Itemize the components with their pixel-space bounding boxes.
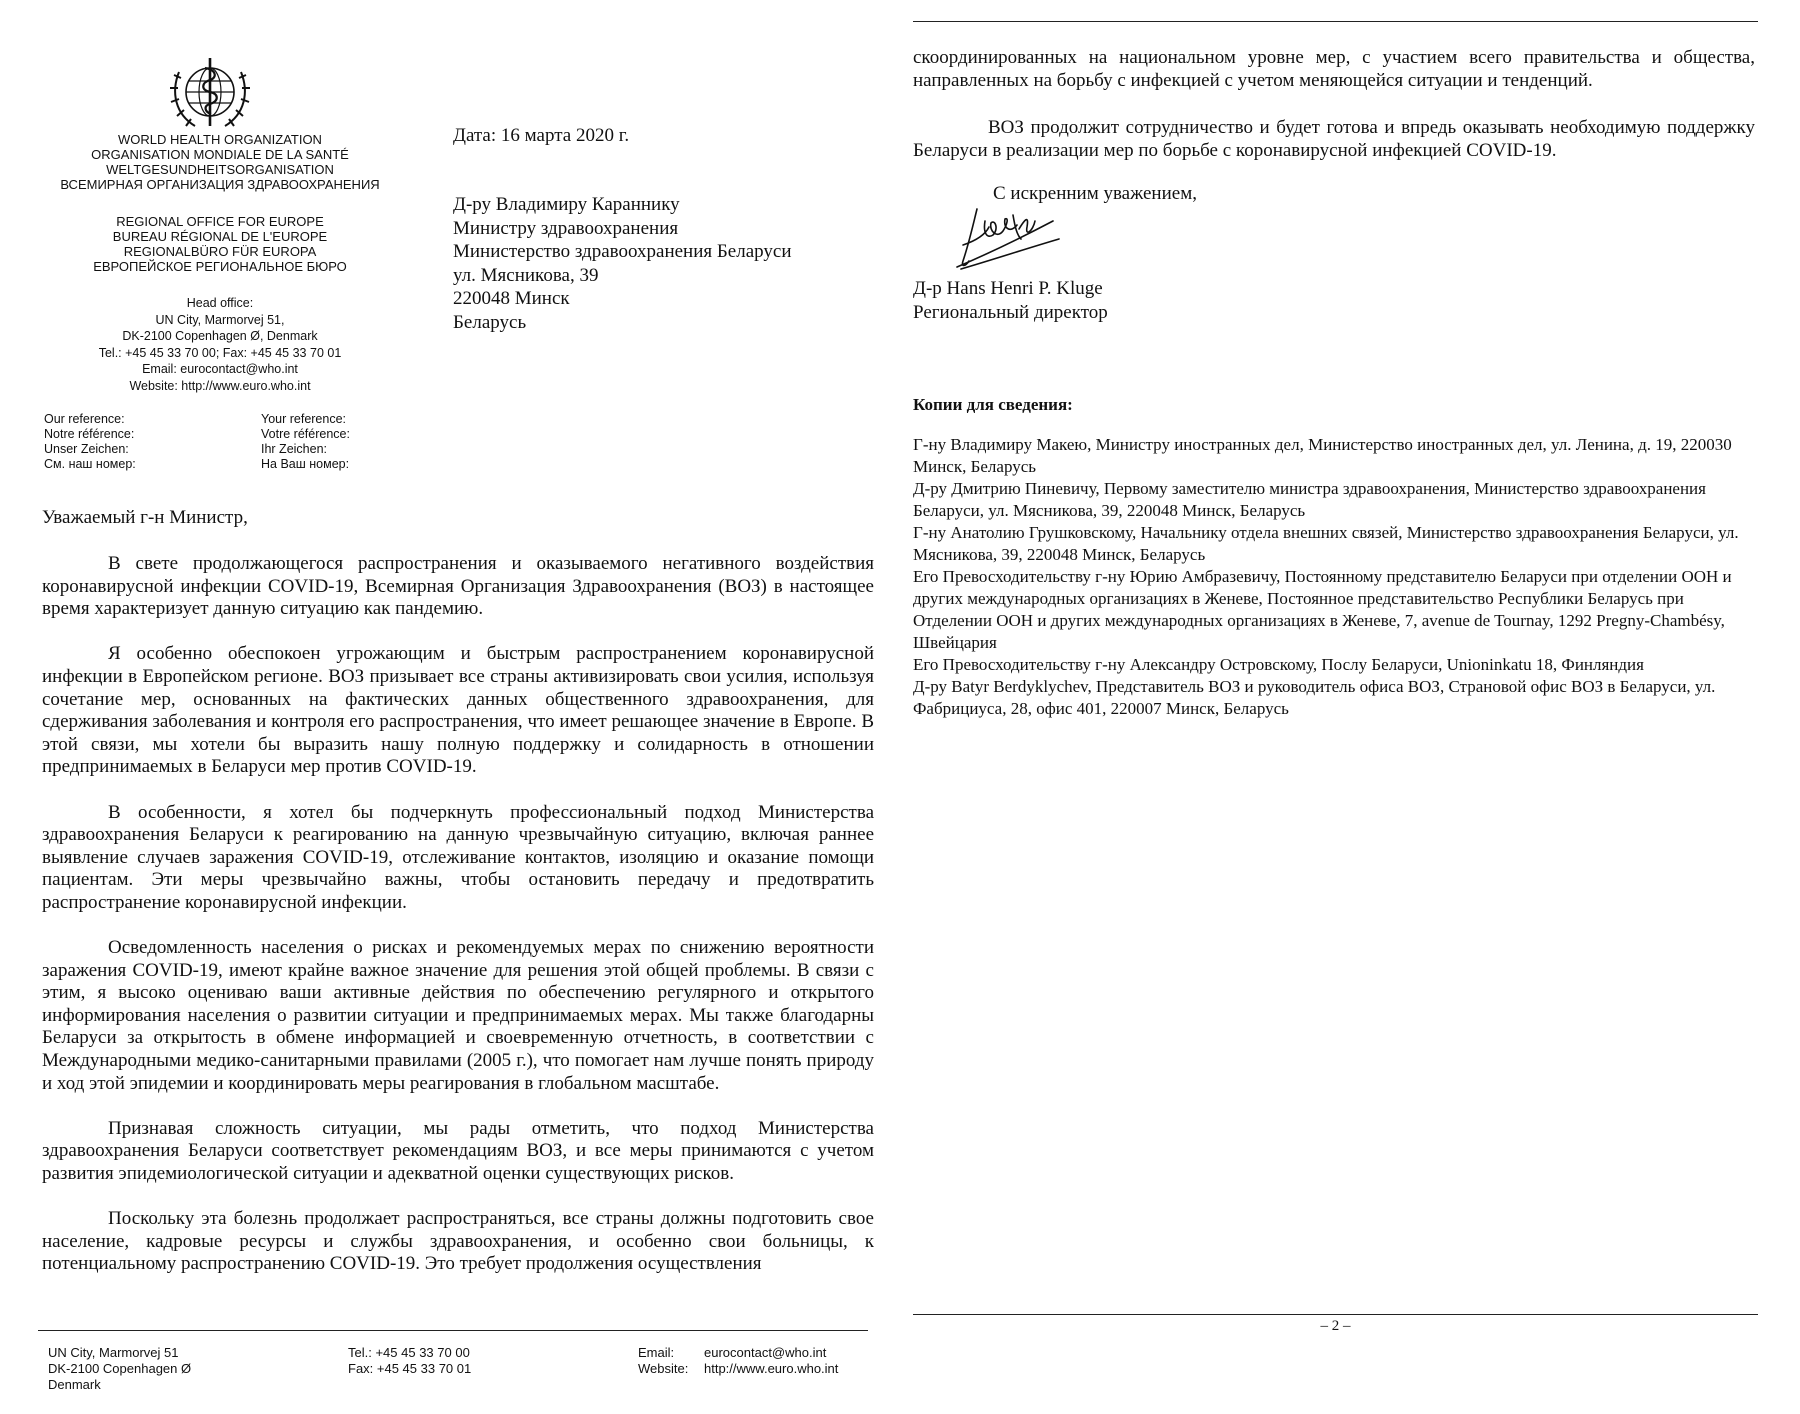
our-reference-ru: См. наш номер: xyxy=(44,457,136,471)
footer-address xyxy=(48,1345,191,1393)
head-office-email: Email: eurocontact@who.int xyxy=(142,362,298,376)
addressee-name: Д-ру Владимиру Караннику xyxy=(453,194,680,215)
copies-heading: Копии для сведения: xyxy=(913,395,1073,414)
body-paragraph: В свете продолжающегося распространения и оказываемого негативного воздействия коронавирусной инфекции COVID-19, Всемирная Организация Здравоохранения (ВОЗ) в настоящее время характеризует данную ситуацию как пандемию. xyxy=(42,553,874,620)
signature-image xyxy=(955,205,1070,275)
salutation: Уважаемый г-н Министр, xyxy=(42,507,248,528)
your-reference-fr: Votre référence: xyxy=(261,427,350,441)
your-reference-block xyxy=(261,412,350,472)
footer-address-line: Denmark xyxy=(48,1377,101,1392)
org-name-fr: ORGANISATION MONDIALE DE LA SANTÉ xyxy=(91,147,349,162)
page2-bottom-divider xyxy=(913,1314,1758,1315)
footer-website-row xyxy=(638,1361,838,1377)
copy-recipient: Г-ну Анатолию Грушковскому, Начальнику отдела внешних связей, Министерство здравоохранения Беларуси, ул. Мясникова, 39, 220048 Минск, Беларусь xyxy=(913,523,1739,564)
our-reference-en: Our reference: xyxy=(44,412,125,426)
addressee-street: ул. Мясникова, 39 xyxy=(453,264,599,286)
copy-recipient: Д-ру Дмитрию Пиневичу, Первому заместителю министра здравоохранения, Министерство здравоохранения Беларуси, ул. Мясникова, 39, 220048 Минск, Беларусь xyxy=(913,479,1706,520)
regional-office-de: REGIONALBÜRO FÜR EUROPA xyxy=(123,244,317,259)
org-name-ru: ВСЕМИРНАЯ ОРГАНИЗАЦИЯ ЗДРАВООХРАНЕНИЯ xyxy=(60,177,380,192)
footer-website: http://www.euro.who.int xyxy=(704,1361,839,1376)
head-office-label: Head office: xyxy=(186,296,254,310)
letter-date: Дата: 16 марта 2020 г. xyxy=(453,125,630,146)
body-paragraph: Я особенно обеспокоен угрожающим и быстрым распространением коронавирусной инфекции в Европейском регионе. ВОЗ призывает все страны активизировать свои усилия, используя сочетание мер, основанных на фактических данных общественного здравоохранения, для сдерживания заболевания и контроля его распространения, что имеет решающее значение в Европе. В этой связи, мы хотели бы выразить нашу полную поддержку и солидарность в отношении предпринимаемых в Беларуси мер против COVID-19. xyxy=(42,643,874,778)
head-office-street: UN City, Marmorvej 51, xyxy=(155,312,285,327)
signer-name: Д-р Hans Henri P. Kluge xyxy=(913,278,1103,299)
head-office-block xyxy=(30,295,410,394)
letter-body-page1 xyxy=(42,553,874,1299)
head-office-city: DK-2100 Copenhagen Ø, Denmark xyxy=(122,329,318,343)
footer-email-row xyxy=(638,1345,838,1361)
org-name-de: WELTGESUNDHEITSORGANISATION xyxy=(106,162,334,177)
copy-recipient: Его Превосходительству г-ну Юрию Амбразевичу, Постоянному представителю Беларуси при отделении ООН и других международных организациях в Женеве, Постоянное представительство Республики Беларусь при Отделении ООН и других международных организациях в Женеве, 7, avenue de Tournay, 1292 Pregny-Chambésy, Швейцария xyxy=(913,567,1732,652)
regional-office-fr: BUREAU RÉGIONAL DE L'EUROPE xyxy=(112,229,328,244)
who-logo xyxy=(165,48,255,132)
head-office-website: Website: http://www.euro.who.int xyxy=(129,378,311,393)
body-paragraph: В особенности, я хотел бы подчеркнуть профессиональный подход Министерства здравоохранения Беларуси к реагированию на данную чрезвычайную ситуацию, включая раннее выявление случаев заражения COVID-19, отслеживание контактов, изоляцию и оказание помощи пациентам. Эти меры чрезвычайно важны, чтобы остановить передачу и предотвратить распространение коронавирусной инфекции. xyxy=(42,801,874,913)
our-reference-fr: Notre référence: xyxy=(44,427,135,441)
addressee-position: Министру здравоохранения xyxy=(453,217,679,239)
body-paragraph: ВОЗ продолжит сотрудничество и будет готова и впредь оказывать необходимую поддержку Беларуси в реализации мер по борьбе с коронавирусной инфекцией COVID-19. xyxy=(913,116,1755,162)
footer-divider xyxy=(38,1330,868,1331)
copy-recipient: Д-ру Batyr Berdyklychev, Представитель ВОЗ и руководитель офиса ВОЗ, Страновой офис ВОЗ в Беларуси, ул. Фабрициуса, 28, офис 401, 220007 Минск, Беларусь xyxy=(913,677,1716,718)
copy-recipient: Его Превосходительству г-ну Александру Островскому, Послу Беларуси, Unioninkatu 18, Финляндия xyxy=(913,655,1644,674)
footer-phone-block xyxy=(348,1345,471,1377)
body-paragraph: Поскольку эта болезнь продолжает распространяться, все страны должны подготовить свое население, кадровые ресурсы и службы здравоохранения, и особенно свои больницы, к потенциальному распространению COVID-19. Это требует продолжения осуществления xyxy=(42,1208,874,1275)
footer-fax: Fax: +45 45 33 70 01 xyxy=(348,1361,472,1376)
addressee-ministry: Министерство здравоохранения Беларуси xyxy=(453,241,792,262)
our-reference-block xyxy=(44,412,136,472)
regional-office-ru: ЕВРОПЕЙСКОЕ РЕГИОНАЛЬНОЕ БЮРО xyxy=(93,259,347,274)
footer-email: eurocontact@who.int xyxy=(704,1345,827,1360)
signer-block xyxy=(913,277,1108,325)
regional-office-names xyxy=(30,214,410,274)
organization-names xyxy=(30,132,410,192)
our-reference-de: Unser Zeichen: xyxy=(44,442,129,456)
addressee-block xyxy=(453,193,792,334)
body-paragraph: Признавая сложность ситуации, мы рады отметить, что подход Министерства здравоохранения Беларуси соответствует рекомендациям ВОЗ, и все меры принимаются с учетом развития эпидемиологической ситуации и адекватной оценки существующих рисков. xyxy=(42,1117,874,1185)
footer-email-label: Email: xyxy=(638,1345,675,1360)
letter-body-page2 xyxy=(913,46,1755,186)
org-name-en: WORLD HEALTH ORGANIZATION xyxy=(118,132,322,147)
signer-title: Региональный директор xyxy=(913,302,1108,323)
copy-recipient: Г-ну Владимиру Макею, Министру иностранных дел, Министерство иностранных дел, ул. Ленина, д. 19, 220030 Минск, Беларусь xyxy=(913,435,1732,476)
copies-list xyxy=(913,434,1755,720)
addressee-country: Беларусь xyxy=(453,311,527,333)
your-reference-en: Your reference: xyxy=(261,412,347,426)
page2-top-divider xyxy=(913,21,1758,22)
footer-tel: Tel.: +45 45 33 70 00 xyxy=(348,1345,470,1360)
regional-office-en: REGIONAL OFFICE FOR EUROPE xyxy=(116,214,324,229)
footer-contact-block xyxy=(638,1345,838,1377)
your-reference-ru: На Ваш номер: xyxy=(261,457,350,471)
body-paragraph: скоординированных на национальном уровне мер, с участием всего правительства и общества, направленных на борьбу с инфекцией с учетом меняющейся ситуации и тенденций. xyxy=(913,47,1755,92)
closing: С искренним уважением, xyxy=(993,183,1197,204)
footer-website-label: Website: xyxy=(638,1361,689,1376)
addressee-city: 220048 Минск xyxy=(453,288,570,309)
footer-address-line: UN City, Marmorvej 51 xyxy=(48,1345,179,1360)
footer-address-line: DK-2100 Copenhagen Ø xyxy=(48,1361,192,1376)
page-number: – 2 – xyxy=(1320,1318,1351,1334)
body-paragraph: Осведомленность населения о рисках и рекомендуемых мерах по снижению вероятности заражения COVID-19, имеют крайне важное значение для решения этой общей проблемы. В связи с этим, я высоко оцениваю ваши активные действия по обеспечению регулярного и открытого информирования населения о развитии ситуации и предпринимаемых мерах. Мы также благодарны Беларуси за открытость в обмене информацией и своевременную отчетность, в соответствии с Международными медико-санитарными правилами (2005 г.), что помогает нам лучше понять природу и ход этой эпидемии и координировать меры реагирования в глобальном масштабе. xyxy=(42,937,874,1094)
head-office-phone: Tel.: +45 45 33 70 00; Fax: +45 45 33 70 01 xyxy=(98,345,342,360)
your-reference-de: Ihr Zeichen: xyxy=(261,442,328,456)
